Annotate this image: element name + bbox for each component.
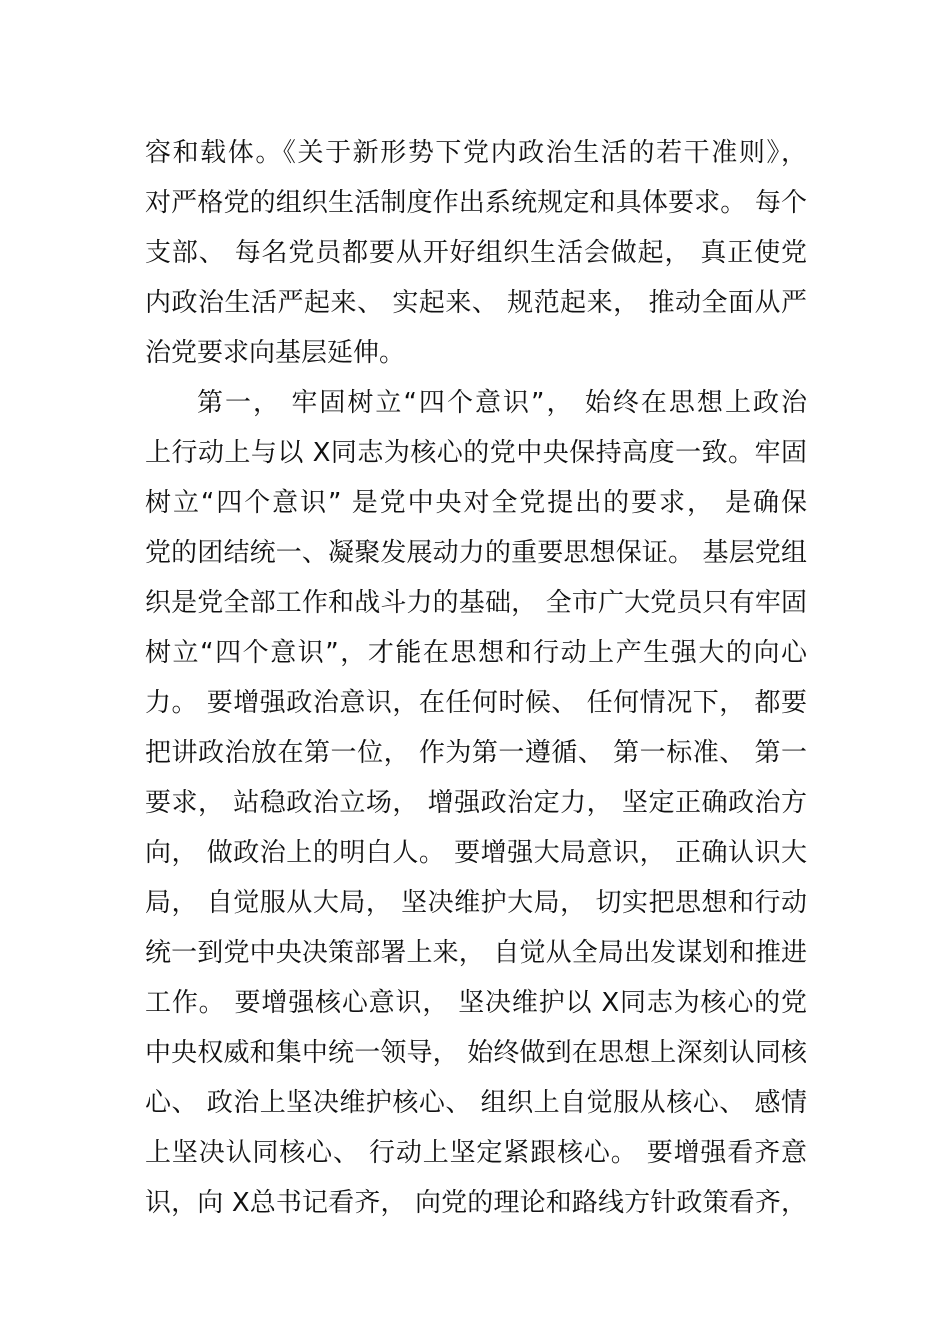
- text-line: 支部、 每名党员都要从开好组织生活会做起， 真正使党: [145, 238, 807, 268]
- text-line: 中央权威和集中统一领导， 始终做到在思想上深刻认同核: [145, 1038, 807, 1068]
- text-line: 上坚决认同核心、 行动上坚定紧跟核心。 要增强看齐意: [145, 1138, 807, 1168]
- text-line: 对严格党的组织生活制度作出系统规定和具体要求。 每个: [145, 188, 807, 218]
- text-line: 要求， 站稳政治立场， 增强政治定力， 坚定正确政治方: [145, 788, 807, 818]
- text-line: 党的团结统一、凝聚发展动力的重要思想保证。 基层党组: [145, 538, 807, 568]
- text-line: 树立“四个意识”，才能在思想和行动上产生强大的向心: [145, 638, 807, 668]
- text-line: 上行动上与以 X同志为核心的党中央保持高度一致。牢固: [145, 438, 807, 468]
- text-line: 容和载体。《关于新形势下党内政治生活的若干准则》，: [145, 138, 807, 168]
- text-line: 力。 要增强政治意识，在任何时候、 任何情况下， 都要: [145, 688, 807, 718]
- text-line: 内政治生活严起来、 实起来、 规范起来， 推动全面从严: [145, 288, 807, 318]
- text-line: 织是党全部工作和战斗力的基础， 全市广大党员只有牢固: [145, 588, 807, 618]
- text-line: 识，向 X总书记看齐， 向党的理论和路线方针政策看齐，: [145, 1188, 807, 1218]
- text-line: 局， 自觉服从大局， 坚决维护大局， 切实把思想和行动: [145, 888, 807, 918]
- text-line: 治党要求向基层延伸。: [145, 338, 406, 368]
- text-line: 统一到党中央决策部署上来， 自觉从全局出发谋划和推进: [145, 938, 807, 968]
- text-line: 向， 做政治上的明白人。 要增强大局意识， 正确认识大: [145, 838, 807, 868]
- text-line: 树立“四个意识” 是党中央对全党提出的要求， 是确保: [145, 488, 807, 518]
- text-line: 心、 政治上坚决维护核心、 组织上自觉服从核心、 感情: [145, 1088, 807, 1118]
- text-line: 工作。 要增强核心意识， 坚决维护以 X同志为核心的党: [145, 988, 807, 1018]
- text-line: 把讲政治放在第一位， 作为第一遵循、 第一标准、 第一: [145, 738, 807, 768]
- paragraph-first-line: 第一， 牢固树立“四个意识”， 始终在思想上政治: [197, 388, 807, 418]
